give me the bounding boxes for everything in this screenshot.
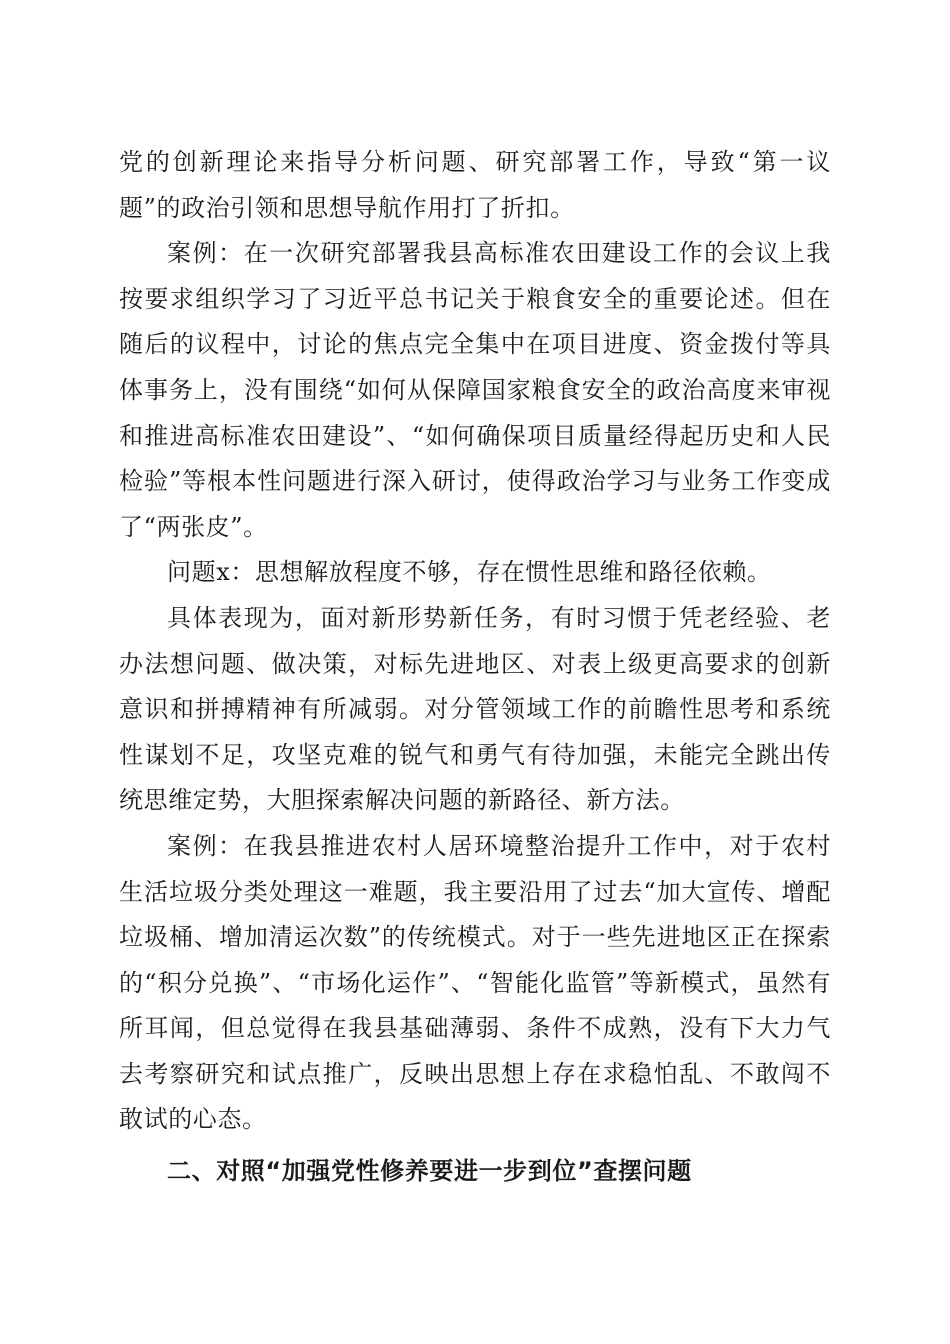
paragraph-continuation: 党的创新理论来指导分析问题、研究部署工作，导致“第一议题”的政治引领和思想导航作用打了折扣。 [119,148,831,222]
document-body [119,140,831,1195]
paragraph-problem-x: 问题x：思想解放程度不够，存在惯性思维和路径依赖。 [167,558,772,587]
paragraph-manifestation: 具体表现为，面对新形势新任务，有时习惯于凭老经验、老办法想问题、做决策，对标先进地区、对表上级更高要求的创新意识和拼搏精神有所减弱。对分管领域工作的前瞻性思考和系统性谋划不足，攻坚克难的锐气和勇气有待加强，未能完全跳出传统思维定势，大胆探索解决问题的新路径、新方法。 [119,603,831,815]
paragraph-case-waste-sorting: 案例：在我县推进农村人居环境整治提升工作中，对于农村生活垃圾分类处理这一难题，我主要沿用了过去“加大宣传、增配垃圾桶、增加清运次数”的传统模式。对于一些先进地区正在探索的“积分兑换”、“市场化运作”、“智能化监管”等新模式，虽然有所耳闻，但总觉得在我县基础薄弱、条件不成熟，没有下大力气去考察研究和试点推广，反映出思想上存在求稳怕乱、不敢闯不敢试的心态。 [119,831,831,1134]
section-heading: 二、对照“加强党性修养要进一步到位”查摆问题 [167,1157,692,1186]
paragraph-case-farmland: 案例：在一次研究部署我县高标准农田建设工作的会议上我按要求组织学习了习近平总书记关于粮食安全的重要论述。但在随后的议程中，讨论的焦点完全集中在项目进度、资金拨付等具体事务上，没有围绕“如何从保障国家粮食安全的政治高度来审视和推进高标准农田建设”、“如何确保项目质量经得起历史和人民检验”等根本性问题进行深入研讨，使得政治学习与业务工作变成了“两张皮”。 [119,239,831,541]
